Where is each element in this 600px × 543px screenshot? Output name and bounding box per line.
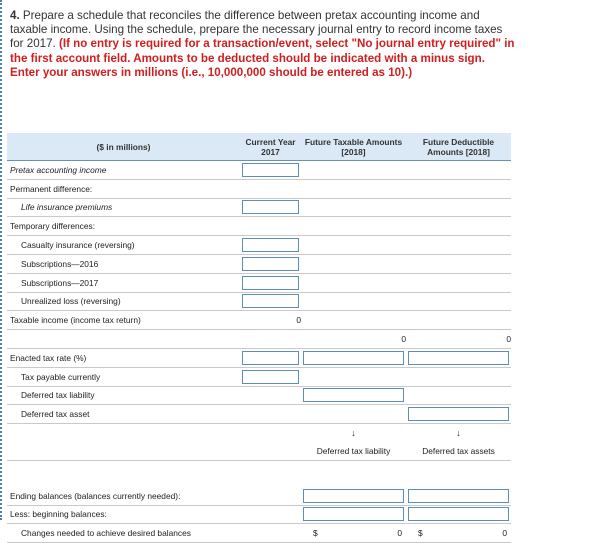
changes-dta-cell xyxy=(406,528,511,538)
header-label: ($ in millions) xyxy=(7,133,240,161)
row-pretax-income xyxy=(7,161,511,180)
dollar-sign: $ xyxy=(418,528,423,539)
row-tax-payable xyxy=(7,367,511,386)
unrealized-current-input[interactable] xyxy=(242,294,299,308)
ending-dtl-input[interactable] xyxy=(303,489,404,503)
row-permanent-difference xyxy=(7,179,511,198)
subs-2016-current-input[interactable] xyxy=(242,257,299,271)
schedule-header-row xyxy=(7,133,511,161)
header-future-deductible: Future Deductible Amounts [2018] xyxy=(406,133,511,161)
row-enacted-rate xyxy=(7,348,511,367)
changes-dta-value: 0 xyxy=(502,528,507,539)
taxable-income-current-value: 0 xyxy=(240,311,301,330)
row-spacer xyxy=(7,460,511,487)
ending-dta-input[interactable] xyxy=(408,489,509,503)
row-beginning-balances xyxy=(7,505,511,524)
beginning-dtl-input[interactable] xyxy=(303,507,404,521)
row-casualty-insurance xyxy=(7,236,511,255)
row-label: Changes needed to achieve desired balances xyxy=(7,524,240,543)
question-instruction: (If no entry is required for a transaction/event, select "No journal entry required" in the first account field. Amounts to be deducted should be indicated with a minus sign. Enter your answers in millions (i.e., 10,000,000 should be entered as 10).) xyxy=(10,37,515,79)
row-label: Ending balances (balances currently needed): xyxy=(7,487,240,505)
down-arrow-icon: ↓ xyxy=(456,428,461,439)
row-arrows xyxy=(7,424,511,442)
casualty-current-input[interactable] xyxy=(242,238,299,252)
question-text: Prepare a schedule that reconciles the difference between pretax accounting income and taxable income. Using the schedule, prepare the necessary journal entry to record income taxes for 2017. xyxy=(10,9,503,51)
caption-deferred-tax-assets: Deferred tax assets xyxy=(406,442,511,460)
changes-dtl-cell xyxy=(301,528,406,538)
row-label: Tax payable currently xyxy=(7,367,240,386)
row-life-insurance xyxy=(7,198,511,217)
row-deferred-tax-liability xyxy=(7,386,511,405)
caption-deferred-tax-liability: Deferred tax liability xyxy=(301,442,406,460)
row-label: Taxable income (income tax return) xyxy=(7,311,240,330)
header-future-taxable: Future Taxable Amounts [2018] xyxy=(301,133,406,161)
row-captions xyxy=(7,442,511,460)
row-ending-balances xyxy=(7,487,511,505)
beginning-dta-input[interactable] xyxy=(408,507,509,521)
life-insurance-current-input[interactable] xyxy=(242,200,299,214)
row-label: Subscriptions—2016 xyxy=(7,254,240,273)
deferred-tax-liability-input[interactable] xyxy=(303,388,404,402)
header-current-year: Current Year 2017 xyxy=(240,133,301,161)
rate-current-input[interactable] xyxy=(242,351,299,365)
future-deductible-total: 0 xyxy=(406,330,511,349)
future-taxable-total: 0 xyxy=(301,330,406,349)
tax-payable-input[interactable] xyxy=(242,370,299,384)
row-label: Unrealized loss (reversing) xyxy=(7,292,240,311)
pretax-current-input[interactable] xyxy=(242,163,299,177)
deferred-tax-asset-input[interactable] xyxy=(408,407,509,421)
rate-taxable-input[interactable] xyxy=(303,351,404,365)
question-prompt xyxy=(10,9,515,80)
rate-deductible-input[interactable] xyxy=(408,351,509,365)
row-changes-needed xyxy=(7,524,511,543)
row-label: Deferred tax asset xyxy=(7,405,240,424)
subs-2017-current-input[interactable] xyxy=(242,276,299,290)
row-future-totals xyxy=(7,330,511,349)
row-label: Life insurance premiums xyxy=(7,198,240,217)
row-subscriptions-2016 xyxy=(7,254,511,273)
row-label: Pretax accounting income xyxy=(7,161,240,180)
question-number: 4. xyxy=(10,9,20,22)
row-unrealized-loss xyxy=(7,292,511,311)
reconciliation-schedule xyxy=(7,133,511,543)
row-label: Permanent difference: xyxy=(7,179,240,198)
row-label: Less: beginning balances: xyxy=(7,505,240,524)
down-arrow-icon: ↓ xyxy=(351,428,356,439)
page-left-border xyxy=(0,0,2,520)
row-label: Enacted tax rate (%) xyxy=(7,348,240,367)
row-taxable-income xyxy=(7,311,511,330)
row-temporary-differences xyxy=(7,217,511,236)
row-label: Temporary differences: xyxy=(7,217,240,236)
changes-dtl-value: 0 xyxy=(397,528,402,539)
row-subscriptions-2017 xyxy=(7,273,511,292)
dollar-sign: $ xyxy=(313,528,318,539)
row-label: Subscriptions—2017 xyxy=(7,273,240,292)
row-label: Deferred tax liability xyxy=(7,386,240,405)
row-label: Casualty insurance (reversing) xyxy=(7,236,240,255)
row-deferred-tax-asset xyxy=(7,405,511,424)
